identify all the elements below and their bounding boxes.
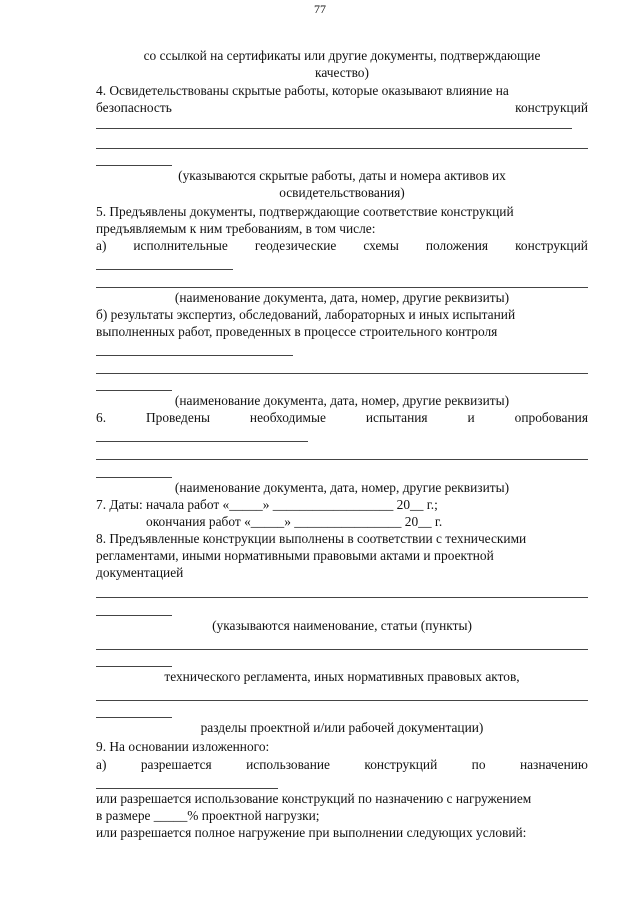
fill-line bbox=[96, 373, 588, 374]
item-5b-line-2: выполненных работ, проведенных в процессе строительного контроля bbox=[96, 324, 498, 339]
item-7-start-date: 7. Даты: начала работ «_____» __________________ 20__ г.; bbox=[96, 497, 438, 512]
item-9a-line bbox=[96, 757, 588, 773]
word: а) bbox=[96, 757, 107, 772]
word: геодезические bbox=[254, 238, 337, 253]
page-number: 77 bbox=[314, 2, 326, 16]
item-5b-caption: (наименование документа, дата, номер, другие реквизиты) bbox=[174, 393, 510, 408]
item-8-line-3: документацией bbox=[96, 565, 184, 580]
fill-line bbox=[96, 128, 572, 129]
word: Проведены bbox=[145, 410, 210, 425]
fill-line bbox=[96, 788, 278, 789]
word: конструкций bbox=[515, 238, 588, 253]
fill-line bbox=[96, 459, 588, 460]
item-8-line-2: регламентами, иными нормативными правовыми актами и проектной bbox=[96, 548, 494, 563]
word: 6. bbox=[96, 410, 107, 425]
word: назначению bbox=[519, 757, 588, 772]
item-8-caption-2: технического регламента, иных нормативных правовых актов, bbox=[164, 669, 520, 684]
fill-line bbox=[96, 666, 172, 667]
fill-line bbox=[96, 148, 588, 149]
item-8-line-1: 8. Предъявленные конструкции выполнены в соответствии с техническими bbox=[96, 531, 527, 546]
item-4-word-left: безопасность bbox=[96, 100, 172, 115]
item-5b-line-1: б) результаты экспертиз, обследований, лабораторных и иных испытаний bbox=[96, 307, 516, 322]
item-5-line-2: предъявляемым к ним требованиям, в том числе: bbox=[96, 221, 376, 236]
word: и bbox=[467, 410, 475, 425]
item-4-caption-2: освидетельствования) bbox=[279, 185, 405, 200]
item-6-line bbox=[96, 410, 588, 426]
word: по bbox=[471, 757, 486, 772]
word: опробования bbox=[514, 410, 588, 425]
item-4-line-1: 4. Освидетельствованы скрытые работы, которые оказывают влияние на bbox=[96, 83, 509, 98]
word: конструкций bbox=[364, 757, 438, 772]
item-8-caption-1: (указываются наименование, статьи (пункты) bbox=[212, 618, 472, 633]
word: использование bbox=[246, 757, 330, 772]
word: необходимые bbox=[249, 410, 326, 425]
word: исполнительные bbox=[133, 238, 228, 253]
word: положения bbox=[425, 238, 489, 253]
fill-line bbox=[96, 355, 293, 356]
fill-line bbox=[96, 477, 172, 478]
item-9-line-5: или разрешается полное нагружение при выполнении следующих условий: bbox=[96, 825, 527, 840]
intro-line-1: со ссылкой на сертификаты или другие документы, подтверждающие bbox=[143, 48, 541, 63]
item-9-line-3: или разрешается использование конструкций по назначению с нагружением bbox=[96, 791, 532, 806]
item-4-word-right: конструкций bbox=[515, 100, 588, 115]
word: испытания bbox=[365, 410, 428, 425]
item-5-line-1: 5. Предъявлены документы, подтверждающие соответствие конструкций bbox=[96, 204, 514, 219]
item-6-caption: (наименование документа, дата, номер, другие реквизиты) bbox=[174, 480, 510, 495]
item-4-line-2 bbox=[96, 100, 588, 116]
fill-line bbox=[96, 287, 588, 288]
fill-line bbox=[96, 165, 172, 166]
word: разрешается bbox=[140, 757, 212, 772]
item-5a-caption: (наименование документа, дата, номер, другие реквизиты) bbox=[174, 290, 510, 305]
word: а) bbox=[96, 238, 107, 253]
intro-line-2: качество) bbox=[315, 65, 369, 80]
fill-line bbox=[96, 390, 172, 391]
item-9-line-4: в размере _____% проектной нагрузки; bbox=[96, 808, 320, 823]
item-7-end-date: окончания работ «_____» ________________ 20__ г. bbox=[146, 514, 443, 529]
fill-line bbox=[96, 441, 308, 442]
fill-line bbox=[96, 615, 172, 616]
item-5a-line bbox=[96, 238, 588, 254]
fill-line bbox=[96, 269, 233, 270]
fill-line bbox=[96, 649, 588, 650]
item-4-caption-1: (указываются скрытые работы, даты и номера активов их bbox=[178, 168, 506, 183]
fill-line bbox=[96, 700, 588, 701]
word: схемы bbox=[363, 238, 399, 253]
item-8-caption-3: разделы проектной и/или рабочей документации) bbox=[200, 720, 484, 735]
fill-line bbox=[96, 597, 588, 598]
fill-line bbox=[96, 717, 172, 718]
item-9-line-1: 9. На основании изложенного: bbox=[96, 739, 270, 754]
